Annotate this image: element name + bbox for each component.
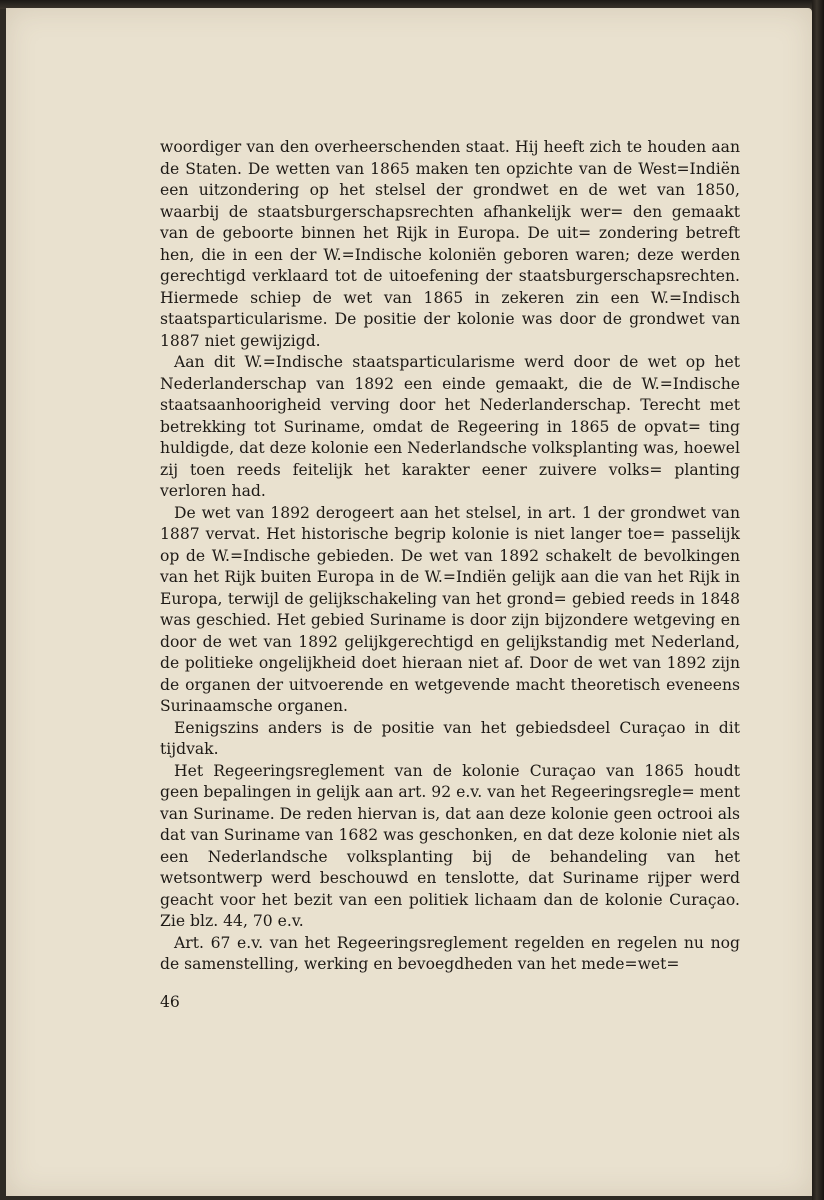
body-text [160, 137, 740, 976]
paragraph: De wet van 1892 derogeert aan het stelsel, in art. 1 der grondwet van 1887 vervat. Het historische begrip kolonie is niet langer toe= passelijk op de W.=Indische gebieden. De wet van 1892 schakelt de bevolkingen van het Rijk buiten Europa in de W.=Indiën gelijk aan die van het Rijk in Europa, terwijl de gelijkschakeling van het grond= gebied reeds in 1848 was geschied. Het gebied Suriname is door zijn bijzondere wetgeving en door de wet van 1892 gelijkgerechtigd en gelijkstandig met Nederland, de politieke ongelijkheid doet hieraan niet af. Door de wet van 1892 zijn de organen der uitvoerende en wetgevende macht theoretisch eveneens Surinaamsche organen. [160, 503, 740, 715]
paragraph: Eenigszins anders is de positie van het gebiedsdeel Curaçao in dit tijdvak. [160, 718, 740, 758]
paragraph: woordiger van den overheerschenden staat. Hij heeft zich te houden aan de Staten. De wetten van 1865 maken ten opzichte van de West=Indiën een uitzondering op het stelsel der grondwet en de wet van 1850, waarbij de staatsburgerschapsrechten afhankelijk wer= den gemaakt van de geboorte binnen het Rijk in Europa. De uit= zondering betreft hen, die in een der W.=Indische koloniën geboren waren; deze werden gerechtigd verklaard tot de uitoefening der staatsburgerschapsrechten. Hiermede schiep de wet van 1865 in zekeren zin een W.=Indisch staatsparticularisme. De positie der kolonie was door de grondwet van 1887 niet gewijzigd. [160, 138, 740, 350]
paragraph: Het Regeeringsreglement van de kolonie Curaçao van 1865 houdt geen bepalingen in gelijk aan art. 92 e.v. van het Regeeringsregle= ment van Suriname. De reden hiervan is, dat aan deze kolonie geen octrooi als dat van Suriname van 1682 was geschonken, en dat deze kolonie niet als een Nederlandsche volksplanting bij de behandeling van het wetsontwerp werd beschouwd en tenslotte, dat Suriname rijper werd geacht voor het bezit van een politiek lichaam dan de kolonie Curaçao. Zie blz. 44, 70 e.v. [160, 761, 740, 930]
page-number: 46 [160, 993, 180, 1011]
scan-right-edge [812, 0, 824, 1200]
paragraph: Aan dit W.=Indische staatsparticularisme werd door de wet op het Nederlanderschap van 1892 een einde gemaakt, die de W.=Indische staatsaanhoorigheid verving door het Nederlanderschap. Terecht met betrekking tot Suriname, omdat de Regeering in 1865 de opvat= ting huldigde, dat deze kolonie een Nederlandsche volksplanting was, hoewel zij toen reeds feitelijk het karakter eener zuivere volks= planting verloren had. [160, 353, 740, 500]
paragraph: Art. 67 e.v. van het Regeeringsreglement regelden en regelen nu nog de samenstelling, werking en bevoegdheden van het mede=wet= [160, 933, 740, 973]
